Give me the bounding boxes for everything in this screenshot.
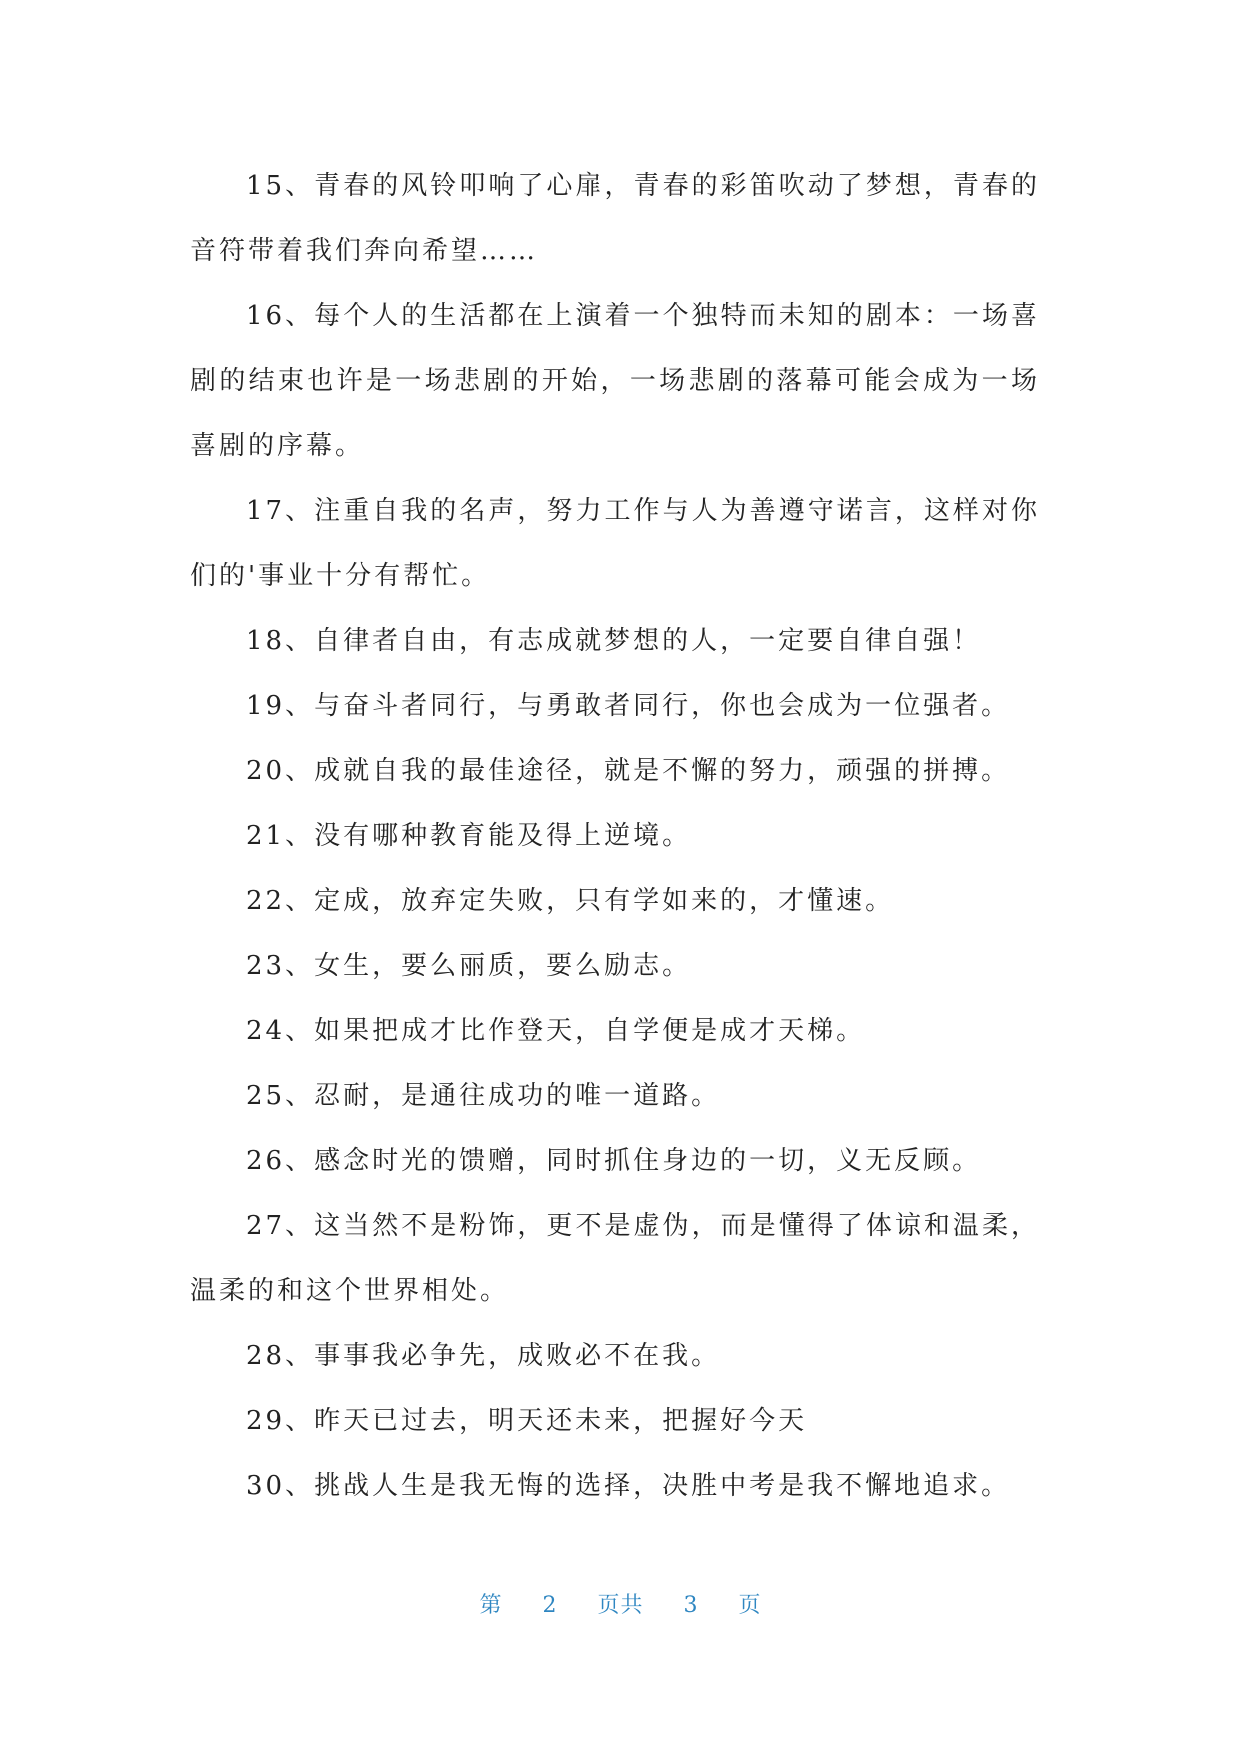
paragraph-17: 17、注重自我的名声，努力工作与人为善遵守诺言，这样对你们的'事业十分有帮忙。	[190, 496, 1040, 591]
paragraph-29: 29、昨天已过去，明天还未来，把握好今天	[246, 1406, 808, 1436]
footer-suffix: 页	[738, 1593, 762, 1618]
paragraph-23: 23、女生，要么丽质，要么励志。	[246, 951, 692, 981]
paragraph-30: 30、挑战人生是我无悔的选择，决胜中考是我不懈地追求。	[246, 1471, 1011, 1501]
paragraph-20: 20、成就自我的最佳途径，就是不懈的努力，顽强的拼搏。	[246, 756, 1011, 786]
paragraph-25: 25、忍耐，是通往成功的唯一道路。	[246, 1081, 721, 1111]
footer-middle: 页共	[597, 1593, 644, 1618]
paragraph-24: 24、如果把成才比作登天，自学便是成才天梯。	[246, 1016, 866, 1046]
paragraph-18: 18、自律者自由，有志成就梦想的人，一定要自律自强！	[246, 626, 982, 656]
document-body	[190, 154, 1040, 1519]
paragraph-22: 22、定成，放弃定失败，只有学如来的，才懂速。	[246, 886, 895, 916]
footer-total-pages: 3	[683, 1593, 699, 1618]
page-footer	[0, 1588, 1241, 1619]
footer-current-page: 2	[542, 1593, 558, 1618]
paragraph-28: 28、事事我必争先，成败必不在我。	[246, 1341, 721, 1371]
paragraph-15: 15、青春的风铃叩响了心扉，青春的彩笛吹动了梦想，青春的音符带着我们奔向希望……	[190, 171, 1040, 266]
paragraph-21: 21、没有哪种教育能及得上逆境。	[246, 821, 692, 851]
paragraph-27: 27、这当然不是粉饰，更不是虚伪，而是懂得了体谅和温柔，温柔的和这个世界相处。	[190, 1211, 1040, 1306]
footer-prefix: 第	[479, 1593, 503, 1618]
paragraph-26: 26、感念时光的馈赠，同时抓住身边的一切，义无反顾。	[246, 1146, 982, 1176]
paragraph-16: 16、每个人的生活都在上演着一个独特而未知的剧本：一场喜剧的结束也许是一场悲剧的开始，一场悲剧的落幕可能会成为一场喜剧的序幕。	[190, 301, 1040, 461]
paragraph-19: 19、与奋斗者同行，与勇敢者同行，你也会成为一位强者。	[246, 691, 1011, 721]
